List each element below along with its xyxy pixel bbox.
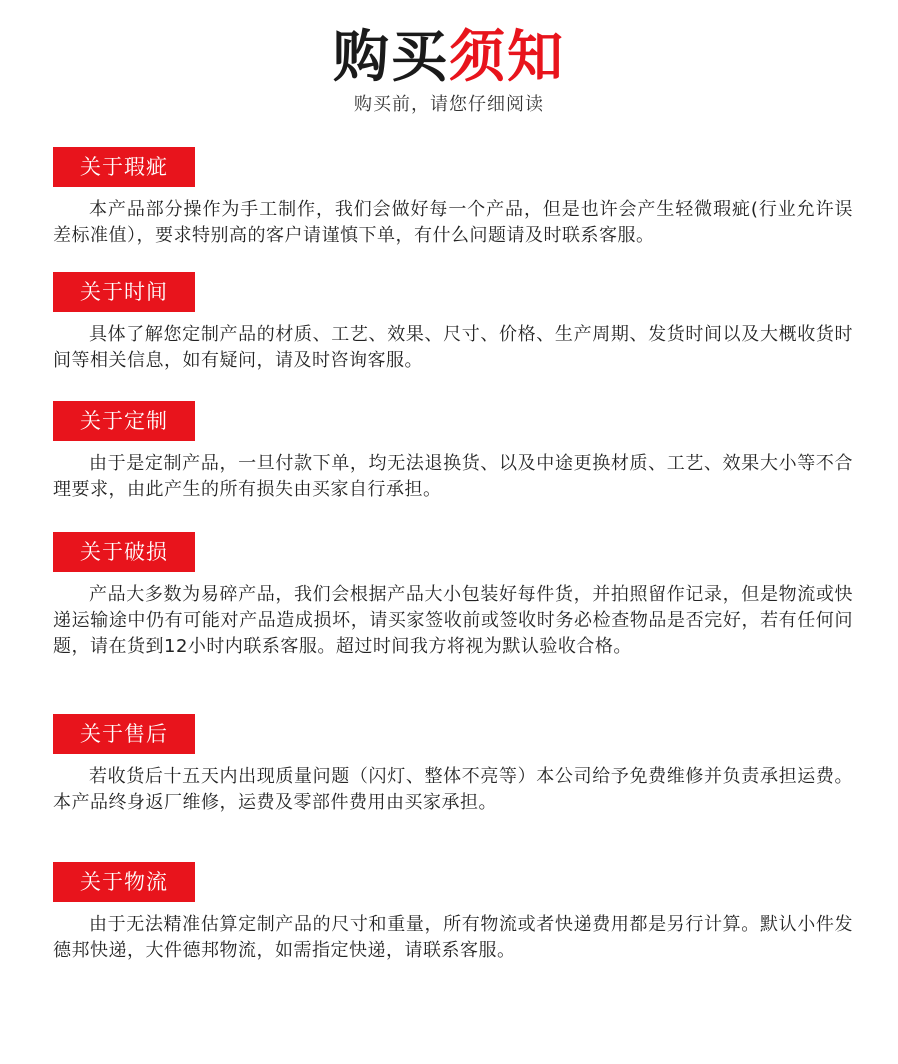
- page-title-part1: 购买: [333, 25, 449, 90]
- section-damage: [53, 532, 853, 660]
- section-time: [53, 272, 853, 374]
- section-after-sales: [53, 714, 853, 816]
- section-heading-damage: 关于破损: [53, 532, 195, 572]
- section-text-damage: 产品大多数为易碎产品，我们会根据产品大小包装好每件货，并拍照留作记录，但是物流或快递运输途中仍有可能对产品造成损坏，请买家签收前或签收时务必检查物品是否完好，若有任何问题，请在货到12小时内联系客服。超过时间我方将视为默认验收合格。: [53, 584, 853, 657]
- section-text-after-sales: 若收货后十五天内出现质量问题（闪灯、整体不亮等）本公司给予免费维修并负责承担运费。本产品终身返厂维修，运费及零部件费用由买家承担。: [53, 766, 853, 813]
- page-title: [0, 22, 898, 94]
- section-logistics: [53, 862, 853, 964]
- section-text-custom: 由于是定制产品，一旦付款下单，均无法退换货、以及中途更换材质、工艺、效果大小等不合理要求，由此产生的所有损失由买家自行承担。: [53, 453, 853, 500]
- section-heading-custom: 关于定制: [53, 401, 195, 441]
- section-text-time: 具体了解您定制产品的材质、工艺、效果、尺寸、价格、生产周期、发货时间以及大概收货时间等相关信息，如有疑问，请及时咨询客服。: [53, 324, 853, 371]
- section-text-logistics: 由于无法精准估算定制产品的尺寸和重量，所有物流或者快递费用都是另行计算。默认小件发德邦快递，大件德邦物流，如需指定快递，请联系客服。: [53, 914, 853, 961]
- section-heading-logistics: 关于物流: [53, 862, 195, 902]
- page-subtitle: 购买前，请您仔细阅读: [354, 94, 544, 115]
- section-flaw: [53, 147, 853, 249]
- section-custom: [53, 401, 853, 503]
- section-heading-time: 关于时间: [53, 272, 195, 312]
- section-heading-flaw: 关于瑕疵: [53, 147, 195, 187]
- section-text-flaw: 本产品部分操作为手工制作，我们会做好每一个产品，但是也许会产生轻微瑕疵(行业允许误差标准值），要求特别高的客户请谨慎下单，有什么问题请及时联系客服。: [53, 199, 853, 246]
- section-heading-after-sales: 关于售后: [53, 714, 195, 754]
- page-title-part2: 须知: [449, 25, 565, 90]
